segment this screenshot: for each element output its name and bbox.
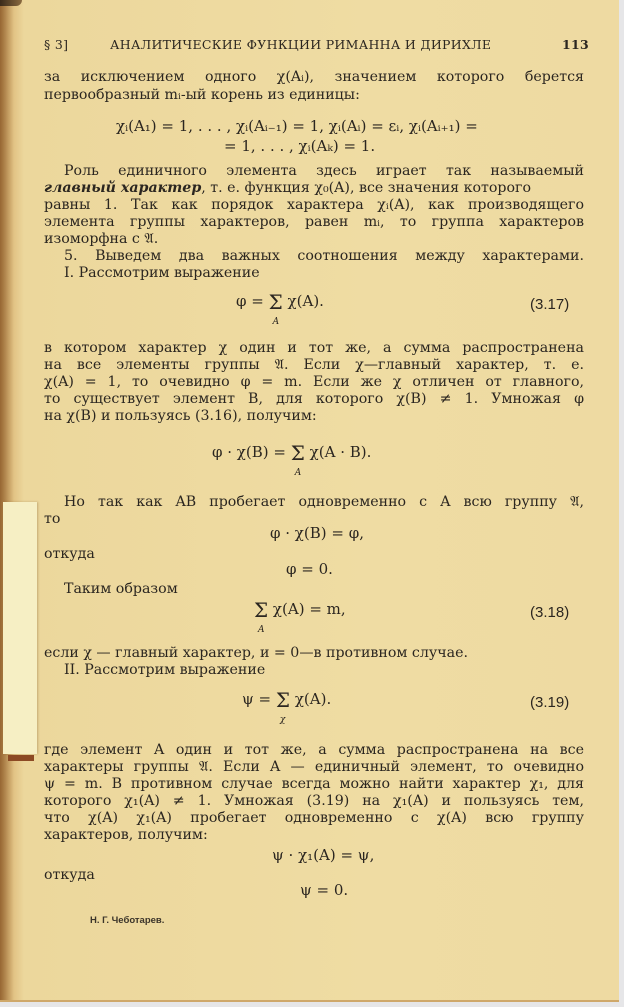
text-line: I. Рассмотрим выражение (64, 265, 260, 281)
equation-number-3-19: (3.19) (530, 694, 570, 711)
running-title: АНАЛИТИЧЕСКИЕ ФУНКЦИИ РИМАННА И ДИРИХЛЕ (110, 37, 492, 52)
text-line: характеры группы 𝔄. Если A — единичный элемент, то очевидно (44, 759, 584, 775)
bookmark-torn-edge (8, 755, 34, 761)
text-line: элемента группы характеров, равен mᵢ, то группа характеров (44, 214, 584, 230)
text-line: χ(A) = 1, то очевидно φ = m. Если же χ отличен от главного, (44, 374, 584, 390)
equation-3-19: ψ = Σ χ χ(A). (242, 688, 332, 725)
text-line: изоморфна с 𝔄. (44, 231, 159, 247)
text-line: которого χ₁(A) ≠ 1. Умножая (3.19) на χ₁(A) и пользуясь тем, (44, 793, 584, 809)
equation-phi-zero: φ = 0. (286, 560, 333, 578)
summation-symbol: Σ A (254, 598, 269, 635)
text-line: то существует элемент B, для которого χ(B) ≠ 1. Умножая φ (44, 391, 584, 407)
text-line: Роль единичного элемента здесь играет так называемый (64, 163, 584, 179)
text-line: откуда (44, 546, 95, 562)
text-line: 5. Выведем два важных соотношения между характерами. (64, 248, 584, 264)
equation-characters-line2: = 1, . . . , χᵢ(Aₖ) = 1. (224, 137, 376, 155)
equation-number-3-17: (3.17) (530, 296, 570, 313)
equation-characters-line1: χᵢ(A₁) = 1, . . . , χᵢ(Aᵢ₋₁) = 1, χᵢ(Aᵢ) = εᵢ, χᵢ(Aᵢ₊₁) = (116, 117, 478, 135)
text-line: на все элементы группы 𝔄. Если χ—главный характер, т. е. (44, 357, 584, 373)
equation-phi-chi-B: φ · χ(B) = Σ A χ(A · B). (212, 441, 372, 478)
text-line: за исключением одного χ(Aᵢ), значением которого берется (44, 69, 584, 85)
text-line: ψ = m. В противном случае всегда можно найти характер χ₁, для (44, 776, 584, 792)
equation-psi-chi1: ψ · χ₁(A) = ψ, (272, 846, 375, 864)
equation-psi-zero: ψ = 0. (300, 881, 349, 899)
text-line: в котором характер χ один и тот же, а сумма распространена (44, 340, 584, 356)
text-line (44, 180, 531, 197)
summation-symbol: Σ A (290, 441, 305, 478)
text-line: если χ — главный характер, и = 0—в противном случае. (44, 645, 468, 661)
text-fragment: , т. е. функция χ₀(A), все значения которого (201, 180, 532, 196)
text-line: Таким образом (64, 581, 178, 597)
equation-3-17: φ = Σ A χ(A). (236, 290, 324, 327)
text-line: равны 1. Так как порядок характера χᵢ(A), как производящего (44, 197, 584, 213)
text-line: где элемент A один и тот же, а сумма распространена на все (44, 742, 584, 758)
summation-symbol: Σ χ (275, 688, 291, 725)
text-line: Но так как AB пробегает одновременно с A всю группу 𝔄, (64, 494, 584, 510)
equation-3-18: Σ A χ(A) = m, (254, 598, 346, 635)
paper-bookmark-strip (3, 502, 37, 754)
text-line: что χ(A) χ₁(A) пробегает одновременно с χ(A) всю группу (44, 810, 584, 826)
text-line: то (44, 511, 61, 527)
signature-footer: Н. Г. Чеботарев. (90, 915, 165, 926)
summation-symbol: Σ A (268, 290, 283, 327)
page-gutter-shadow (0, 0, 14, 1000)
header-section: § 3] (44, 37, 69, 52)
text-line: II. Рассмотрим выражение (64, 662, 266, 678)
term-main-character: главный характер (44, 180, 202, 196)
text-line: откуда (44, 867, 95, 883)
text-line: характеров, получим: (44, 827, 208, 843)
equation-number-3-18: (3.18) (530, 604, 570, 621)
text-line: первообразный mᵢ-ый корень из единицы: (44, 87, 360, 103)
page-corner-binding (0, 0, 22, 6)
text-line: на χ(B) и пользуясь (3.16), получим: (44, 408, 317, 424)
equation-phi-chi-B-equals-phi: φ · χ(B) = φ, (270, 524, 364, 542)
page-number: 113 (562, 37, 589, 52)
